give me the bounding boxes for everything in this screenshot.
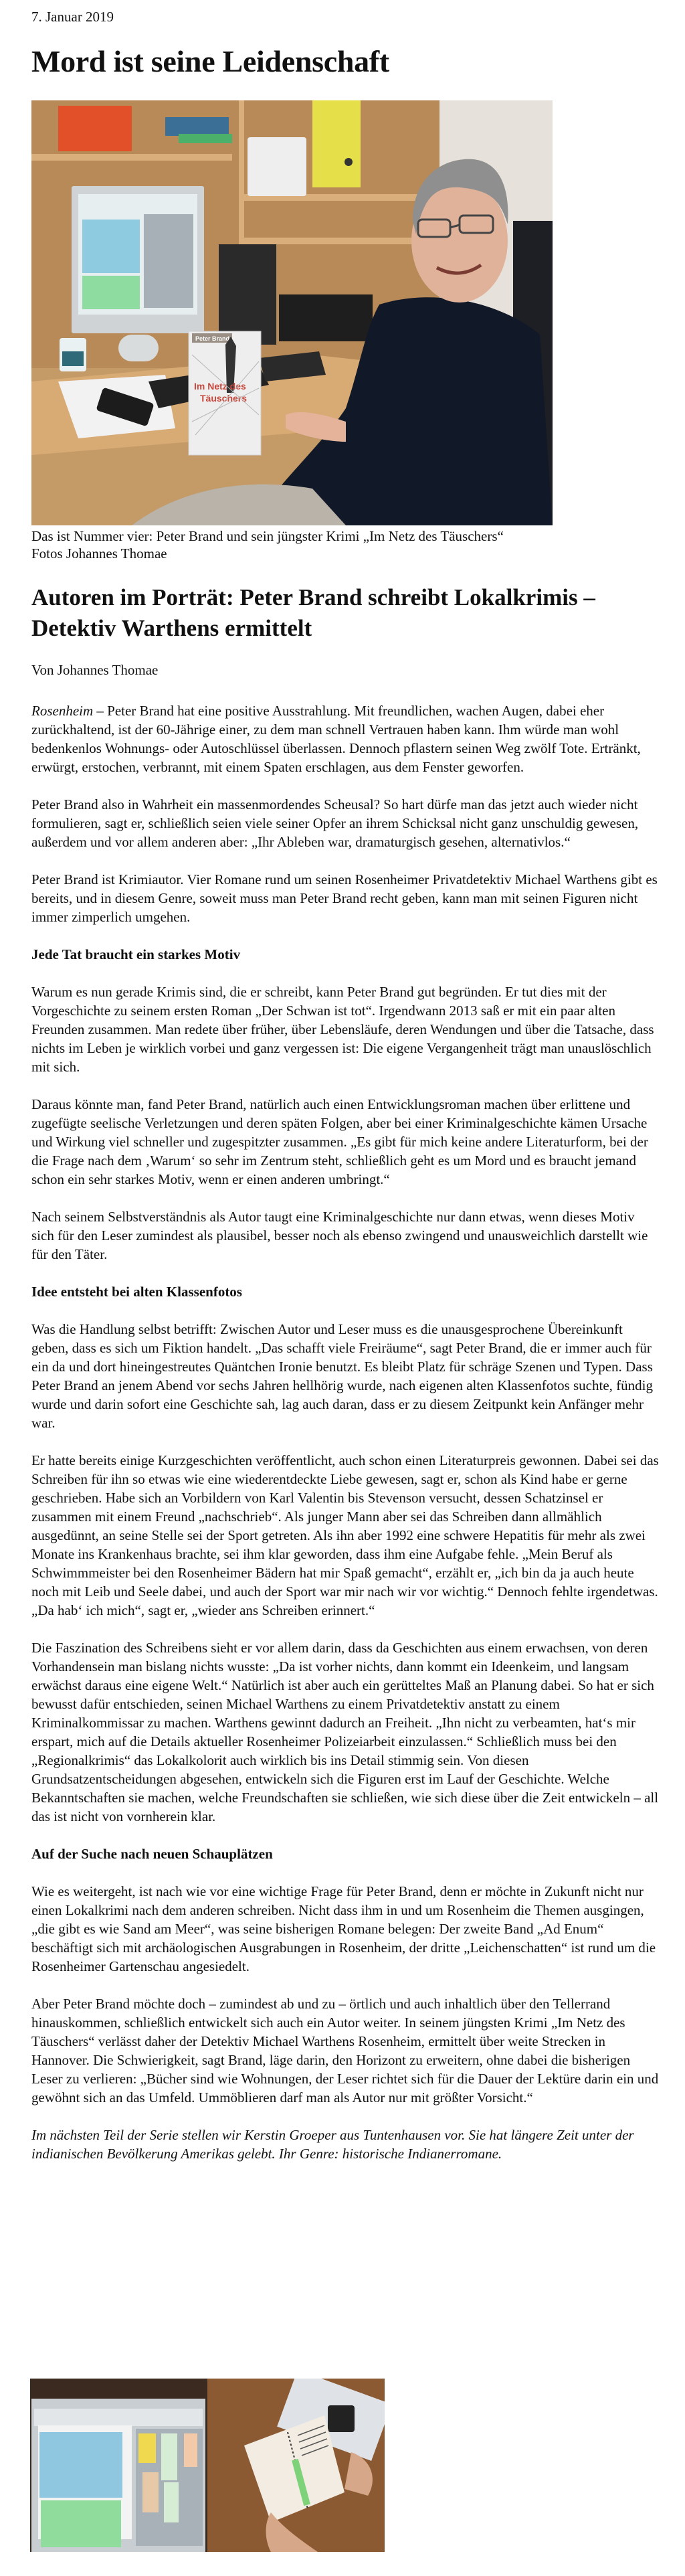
paragraph: Daraus könnte man, fand Peter Brand, natürlich auch einen Entwicklungsroman machen über erlittene und zugefügte seelische Verletzungen und deren späten Folgen, aber bei einer Kriminalgeschichte kämen Ursache und Wirkung viel schneller und zugespitzter zusammen. „Es gibt für mich keine andere Literaturform, bei der die Frage nach dem ‚Warum‘ so sehr im Zentrum steht, schließlich geht es um Mord und es braucht jemand schon ein sehr starkes Motiv, wenn er einen anderen umbringt.“ [31, 1096, 648, 1187]
intro-text: – Peter Brand hat eine positive Ausstrahlung. Mit freundlichen, wachen Augen, dabei eher zurückhaltend, ist der 60-Jährige einer, zu dem man schnell Vertrauen haben kann. Ihm würde man wohl bedenkenlos Wohnungs- oder Autoschlüssel überlassen. Dennoch pflastern seinen Weg zwölf Tote. Ertränkt, erwürgt, erstochen, verbrannt, mit einem Spaten erschlagen, aus dem Fenster geworfen. [31, 703, 641, 775]
byline: Von Johannes Thomae [31, 662, 159, 678]
bottom-photo [30, 2379, 385, 2552]
photo-caption [31, 527, 504, 562]
photo-credit: Fotos Johannes Thomae [31, 545, 167, 562]
page-title: Mord ist seine Leidenschaft [31, 44, 389, 78]
article-body [31, 701, 660, 2182]
article-subtitle: Autoren im Porträt: Peter Brand schreibt Lokalkrimis – Detektiv Warthens ermittelt [31, 584, 595, 641]
series-teaser: Im nächsten Teil der Serie stellen wir Kerstin Groeper aus Tuntenhausen vor. Sie hat längere Zeit unter der indianischen Bevölkerung Amerikas gelebt. Ihr Genre: historische Indianerromane. [31, 2127, 634, 2162]
section-heading-schauplaetze: Auf der Suche nach neuen Schauplätzen [31, 1846, 273, 1862]
paragraph: Nach seinem Selbstverständnis als Autor taugt eine Kriminalgeschichte nur dann etwas, wenn dieses Motiv sich für den Leser zumindest als plausibel, besser noch als ebenso zwingend und unausweichlich darstellt wie für den Täter. [31, 1209, 648, 1262]
article-intro [31, 701, 660, 776]
paragraph: Aber Peter Brand möchte doch – zumindest ab und zu – örtlich und auch inhaltlich über den Tellerrand hinauskommen, schließlich entwickelt sich auch ein Autor weiter. In seinem jüngsten Krimi „Im Netz des Täuschers“ verlässt daher der Detektiv Michael Warthens Rosenheim, ermittelt über weite Strecken in Hannover. Die Schwierigkeit, sagt Brand, läge darin, den Horizont zu erweitern, ohne dabei die bisherigen Leser zu verlieren: „Bücher sind wie Wohnungen, der Leser richtet sich für die Dauer der Lektüre darin ein und gewöhnt sich an das Umfeld. Ummöblieren darf man als Autor nur mit größter Vorsicht.“ [31, 1996, 659, 2106]
yellow-binder [312, 100, 361, 187]
caption-text: Das ist Nummer vier: Peter Brand und sein jüngster Krimi „Im Netz des Täuschers“ [31, 528, 504, 544]
paragraph: Peter Brand also in Wahrheit ein massenmordendes Scheusal? So hart dürfe man das jetzt auch wieder nicht formulieren, sagt er, schließlich seien viele seiner Opfer an ihrem Schicksal nicht ganz unschuldig gewesen, außerdem und vor allem anderen aber: „Ihr Ableben war, dramaturgisch gesehen, alternativlos.“ [31, 796, 639, 850]
section-heading-motiv: Jede Tat braucht ein starkes Motiv [31, 946, 241, 962]
publication-date: 7. Januar 2019 [31, 9, 114, 25]
main-photo [31, 100, 553, 525]
paragraph: Er hatte bereits einige Kurzgeschichten veröffentlicht, auch schon einen Literaturpreis gewonnen. Dabei sei das Schreiben für ihn so etwas wie eine wiederentdeckte Liebe gewesen, sagt er, schon als Kind habe er gerne geschrieben. Habe sich an Vorbildern von Karl Valentin bis Stevenson versucht, dessen Schatzinsel er zusammen mit einem Freund „nachschrieb“. Als junger Mann aber sei das Schreiben dann allmählich ausgedünnt, an seine Stelle sei der Sport getreten. Als ihn aber 1992 eine schwere Hepatitis für mehr als zwei Monate ins Krankenhaus brachte, sei ihm klar geworden, dass ihm eine Aufgabe fehle. „Mein Beruf als Schwimmmeister bei den Rosenheimer Bädern hat mir Spaß gemacht“, erzählt er, „ich bin da ja auch heute noch mit Leib und Seele dabei, und auch der Sport war mir nach wir vor wichtig.“ Dennoch fehlte irgendetwas. „Da hab‘ ich mich“, sagt er, „wieder ans Schreiben erinnert.“ [31, 1452, 659, 1618]
dateline: Rosenheim [31, 703, 94, 719]
orange-book [58, 106, 132, 151]
author-photo-illustration [31, 100, 553, 525]
manuscript-photo-illustration [30, 2379, 385, 2552]
paragraph: Die Faszination des Schreibens sieht er vor allem darin, dass da Geschichten aus einem erwachsen, von deren Vorhandensein man bislang nichts wusste: „Da ist vorher nichts, dann kommt ein Ideenkeim, und langsam erwächst daraus eine eigene Welt.“ Natürlich ist aber auch ein gerütteltes Maß an Planung dabei. So hat er sich bewusst dafür entschieden, seinen Michael Warthens zu einem Privatdetektiv anstatt zu einem Kriminalkommissar zu machen. Warthens gewinnt dadurch an Freiheit. „Ihn nicht zu verbeamten, hat‘s mir erspart, mich auf die Details aktueller Rosenheimer Polizeiarbeit einzulassen.“ Schließlich muss bei den „Regionalkrimis“ das Lokalkolorit auch wirklich bis ins Detail stimmig sein. Von diesen Grundsatzentscheidungen abgesehen, entwickeln sich die Figuren erst im Lauf der Geschichte. Welche Bekanntschaften sie machen, welche Freundschaften sie schließen, wie sich diese über die Zeit entwickeln – all das ist nicht von vornherein klar. [31, 1640, 659, 1824]
book-cover [189, 331, 261, 455]
book-cover-title-2: Täuschers [200, 393, 248, 404]
paragraph: Wie es weitergeht, ist nach wie vor eine wichtige Frage für Peter Brand, denn er möchte in Zukunft nicht nur einen Lokalkrimi nach dem anderen schreiben. Nicht dass ihm in und um Rosenheim die Themen ausgingen, „die gibt es wie Sand am Meer“, was seine bisherigen Romane belegen: Der zweite Band „Ad Enum“ beschäftigt sich mit archäologischen Ausgrabungen in Rosenheim, der dritte „Leichenschatten“ ist rund um die Rosenheimer Gartenschau angesiedelt. [31, 1883, 656, 1974]
section-heading-klassenfotos: Idee entsteht bei alten Klassenfotos [31, 1284, 242, 1300]
paragraph: Peter Brand ist Krimiautor. Vier Romane rund um seinen Rosenheimer Privatdetektiv Michael Warthens gibt es bereits, und in diesem Genre, soweit muss man Peter Brand recht geben, kann man mit seinen Figuren nicht immer zimperlich umgehen. [31, 871, 658, 925]
paragraph: Was die Handlung selbst betrifft: Zwischen Autor und Leser muss es die unausgesprochene Übereinkunft geben, dass es sich um Fiktion handelt. „Das schafft viele Freiräume“, sagt Peter Brand, die er immer auch für ein da und dort hineingestreutes Quäntchen Ironie benutzt. Es bleibt Platz für schräge Szenen und Typen. Dass Peter Brand an jenem Abend vor sechs Jahren hellhörig wurde, nach eigenen alten Klassenfotos suchte, fündig wurde und darin sofort eine Geschichte sah, lag auch daran, dass er zu diesem Zeitpunkt kein Anfänger mehr war. [31, 1321, 653, 1431]
book-cover-author: Peter Brand [195, 335, 230, 342]
paragraph: Warum es nun gerade Krimis sind, die er schreibt, kann Peter Brand gut begründen. Er tut dies mit der Vorgeschichte zu seinem ersten Roman „Der Schwan ist tot“. Irgendwann 2013 saß er mit ein paar alten Freunden zusammen. Man redete über früher, über Lebensläufe, deren Wendungen und über die Tatsache, dass nichts im Leben je wirklich vorbei und ganz vergessen ist: Die eigene Vergangenheit trägt man unauslöschlich mit sich. [31, 984, 654, 1075]
book-cover-title-1: Im Netz des [194, 381, 246, 392]
